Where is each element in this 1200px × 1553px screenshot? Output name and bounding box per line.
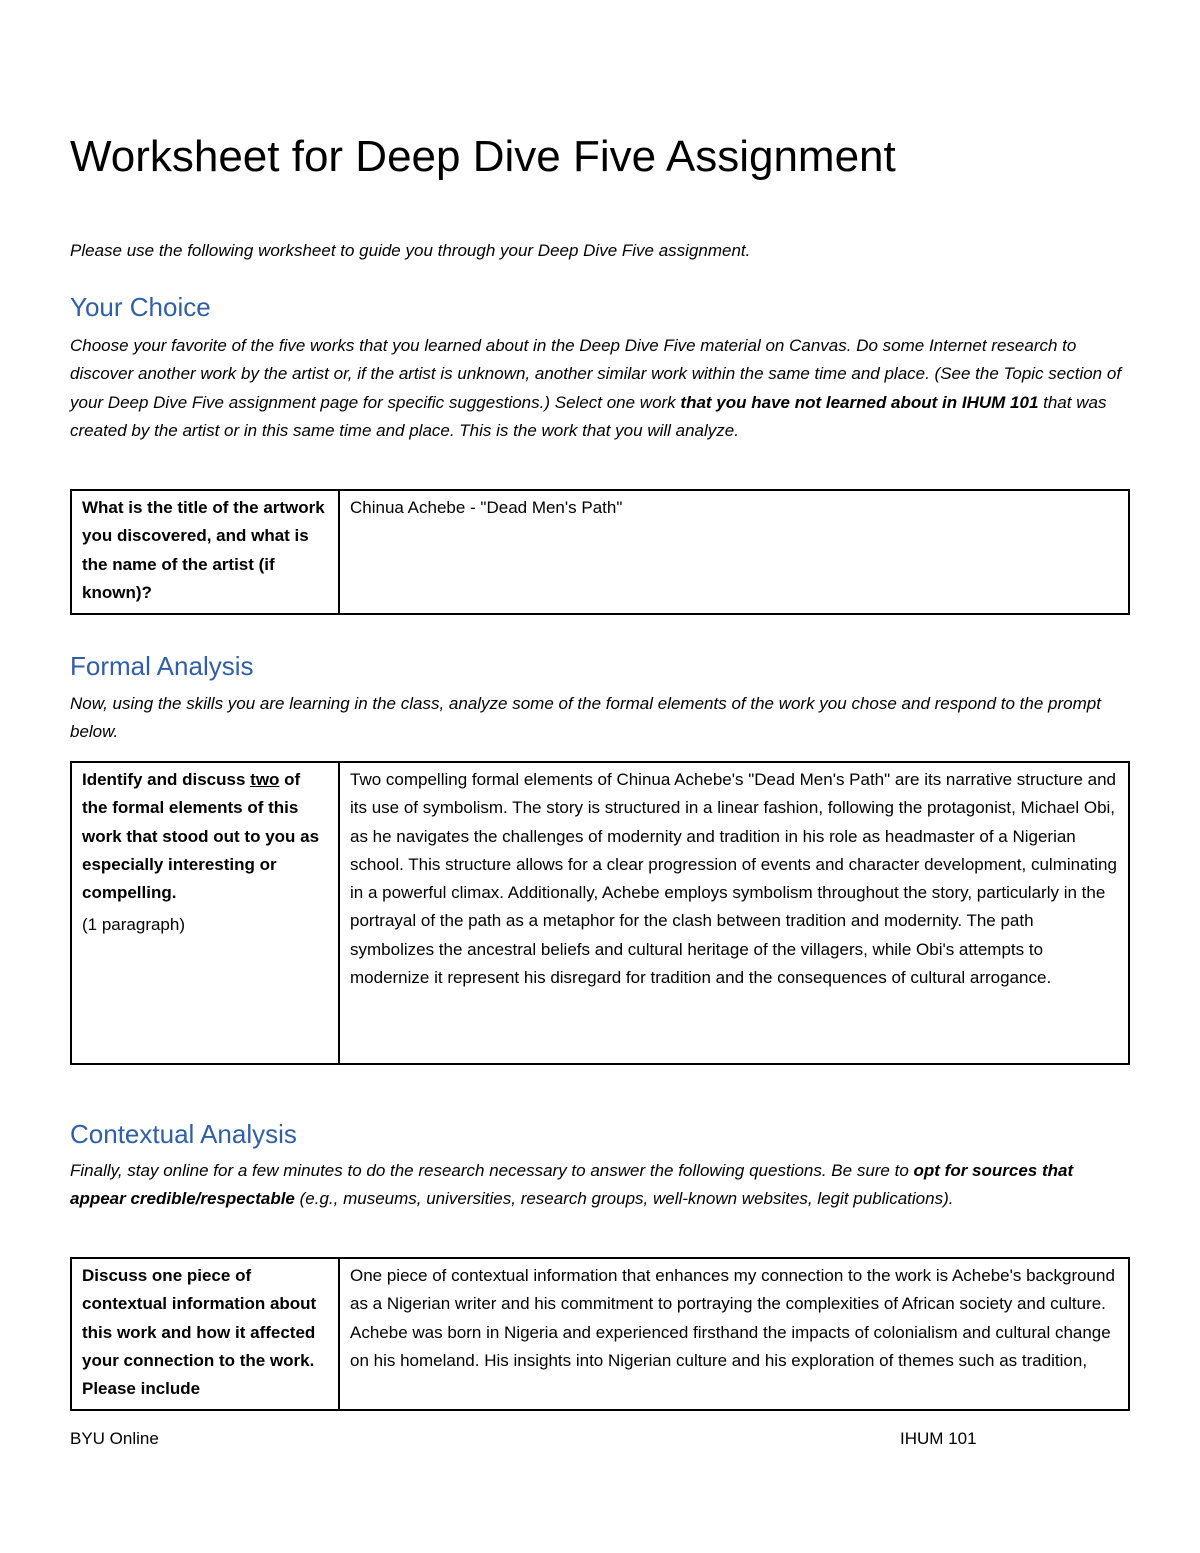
- footer-right: IHUM 101: [900, 1429, 977, 1448]
- your-choice-question: What is the title of the artwork you discovered, and what is the name of the artist (if known)?: [71, 490, 339, 614]
- your-choice-instructions: Choose your favorite of the five works that you learned about in the Deep Dive Five material on Canvas. Do some Internet research to discover another work by the artist or, if the artist is unknown, another similar work within the same time and place. (See the Topic section of your Deep Dive Five assignment page for specific suggestions.) Select one work that you have not learned about in IHUM 101 that was created by the artist or in this same time and place. This is the work that you will analyze.: [70, 336, 1122, 440]
- footer-left: BYU Online: [70, 1429, 159, 1448]
- your-choice-emphasis: that you have not learned about in IHUM 101: [680, 392, 1039, 412]
- table-row: [71, 762, 1129, 1064]
- formal-analysis-answer[interactable]: Two compelling formal elements of Chinua Achebe's "Dead Men's Path" are its narrative structure and its use of symbolism. The story is structured in a linear fashion, following the protagonist, Michael Obi, as he navigates the challenges of modernity and tradition in his role as headmaster of a Nigerian school. This structure allows for a clear progression of events and character development, culminating in a powerful climax. Additionally, Achebe employs symbolism throughout the story, particularly in the portrayal of the path as a metaphor for the clash between tradition and modernity. The path symbolizes the ancestral beliefs and cultural heritage of the villagers, while Obi's attempts to modernize it represent his disregard for tradition and the consequences of cultural arrogance.: [339, 762, 1129, 1064]
- contextual-analysis-answer[interactable]: One piece of contextual information that enhances my connection to the work is Achebe's background as a Nigerian writer and his commitment to portraying the complexities of African society and culture. Achebe was born in Nigeria and experienced firsthand the impacts of colonialism and cultural change on his homeland. His insights into Nigerian culture and his exploration of themes such as tradition,: [339, 1258, 1129, 1410]
- your-choice-answer[interactable]: Chinua Achebe - "Dead Men's Path": [339, 490, 1129, 614]
- formal-analysis-length-note: (1 paragraph): [82, 915, 186, 935]
- your-choice-heading: Your Choice: [70, 292, 211, 322]
- formal-analysis-prompt: Identify and discuss two of the formal elements of this work that stood out to you as especially interesting or compelling.: [82, 770, 320, 903]
- formal-analysis-table: [70, 761, 1130, 1065]
- table-row: [71, 1258, 1129, 1410]
- formal-analysis-instructions: Now, using the skills you are learning in the class, analyze some of the formal elements of the work you chose and respond to the prompt below.: [70, 694, 1101, 742]
- contextual-analysis-heading: Contextual Analysis: [70, 1119, 297, 1149]
- underlined-word: two: [250, 770, 280, 789]
- contextual-analysis-table: [70, 1257, 1130, 1411]
- formal-analysis-question: [71, 762, 339, 1064]
- contextual-analysis-emphasis: opt for sources that appear credible/respectable: [70, 1161, 1074, 1209]
- your-choice-table: [70, 489, 1130, 615]
- contextual-analysis-question: Discuss one piece of contextual information about this work and how it affected your connection to the work. Please include: [71, 1258, 339, 1410]
- intro-text: Please use the following worksheet to guide you through your Deep Dive Five assignment.: [70, 241, 751, 260]
- formal-analysis-heading: Formal Analysis: [70, 651, 254, 681]
- worksheet-page: [70, 0, 1132, 1553]
- page-title: Worksheet for Deep Dive Five Assignment: [70, 132, 896, 181]
- contextual-analysis-instructions: Finally, stay online for a few minutes to do the research necessary to answer the following questions. Be sure to opt for sources that appear credible/respectable (e.g., museums, universities, research groups, well-known websites, legit publications).: [70, 1161, 1074, 1209]
- table-row: [71, 490, 1129, 614]
